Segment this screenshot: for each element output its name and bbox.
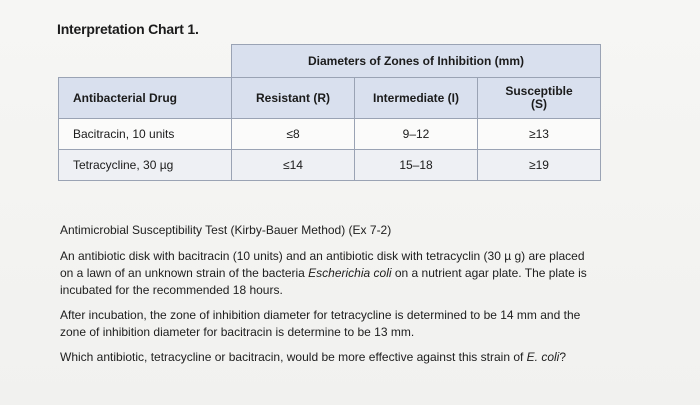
question-text-end: ? — [559, 350, 567, 364]
cell-susceptible: ≥19 — [478, 150, 601, 181]
cell-susceptible: ≥13 — [478, 119, 601, 150]
col-header-susceptible-label: Susceptible (S) — [505, 84, 573, 111]
organism-name: Escherichia coli — [308, 266, 392, 280]
group-header-row — [59, 45, 601, 78]
scenario-text-start: An antibiotic disk with bacitracin (10 units) and an antibiotic disk with tetracyclin (30 µ g) are placed on a lawn of an unknown strain of the bacteria — [60, 249, 585, 280]
exercise-title: Antimicrobial Susceptibility Test (Kirby-Bauer Method) (Ex 7-2) — [60, 223, 392, 237]
col-header-susceptible — [478, 78, 601, 119]
exercise-text — [60, 222, 600, 374]
blank-corner-cell — [59, 45, 232, 78]
cell-intermediate: 15–18 — [355, 150, 478, 181]
table-row — [59, 119, 601, 150]
scenario-text-end: on a nutrient agar plate. The plate is incubated for the recommended 18 hours. — [60, 266, 587, 297]
cell-resistant: ≤8 — [232, 119, 355, 150]
question-organism: E. coli — [526, 350, 560, 364]
col-header-resistant: Resistant (R) — [232, 78, 355, 119]
interpretation-table — [58, 44, 601, 181]
question-text-start: Which antibiotic, tetracycline or bacitracin, would be more effective against this strain of — [60, 350, 527, 364]
scenario-paragraph — [60, 248, 600, 299]
col-header-intermediate: Intermediate (I) — [355, 78, 478, 119]
group-header-cell: Diameters of Zones of Inhibition (mm) — [232, 45, 601, 78]
question-paragraph — [60, 349, 600, 366]
col-header-drug: Antibacterial Drug — [59, 78, 232, 119]
table-row — [59, 150, 601, 181]
chart-heading: Interpretation Chart 1. — [57, 21, 199, 37]
results-paragraph: After incubation, the zone of inhibition diameter for tetracycline is determined to be 14 mm and the zone of inhibition diameter for bacitracin is determine to be 13 mm. — [60, 308, 581, 339]
cell-drug: Bacitracin, 10 units — [59, 119, 232, 150]
cell-resistant: ≤14 — [232, 150, 355, 181]
cell-drug: Tetracycline, 30 µg — [59, 150, 232, 181]
column-header-row — [59, 78, 601, 119]
cell-intermediate: 9–12 — [355, 119, 478, 150]
